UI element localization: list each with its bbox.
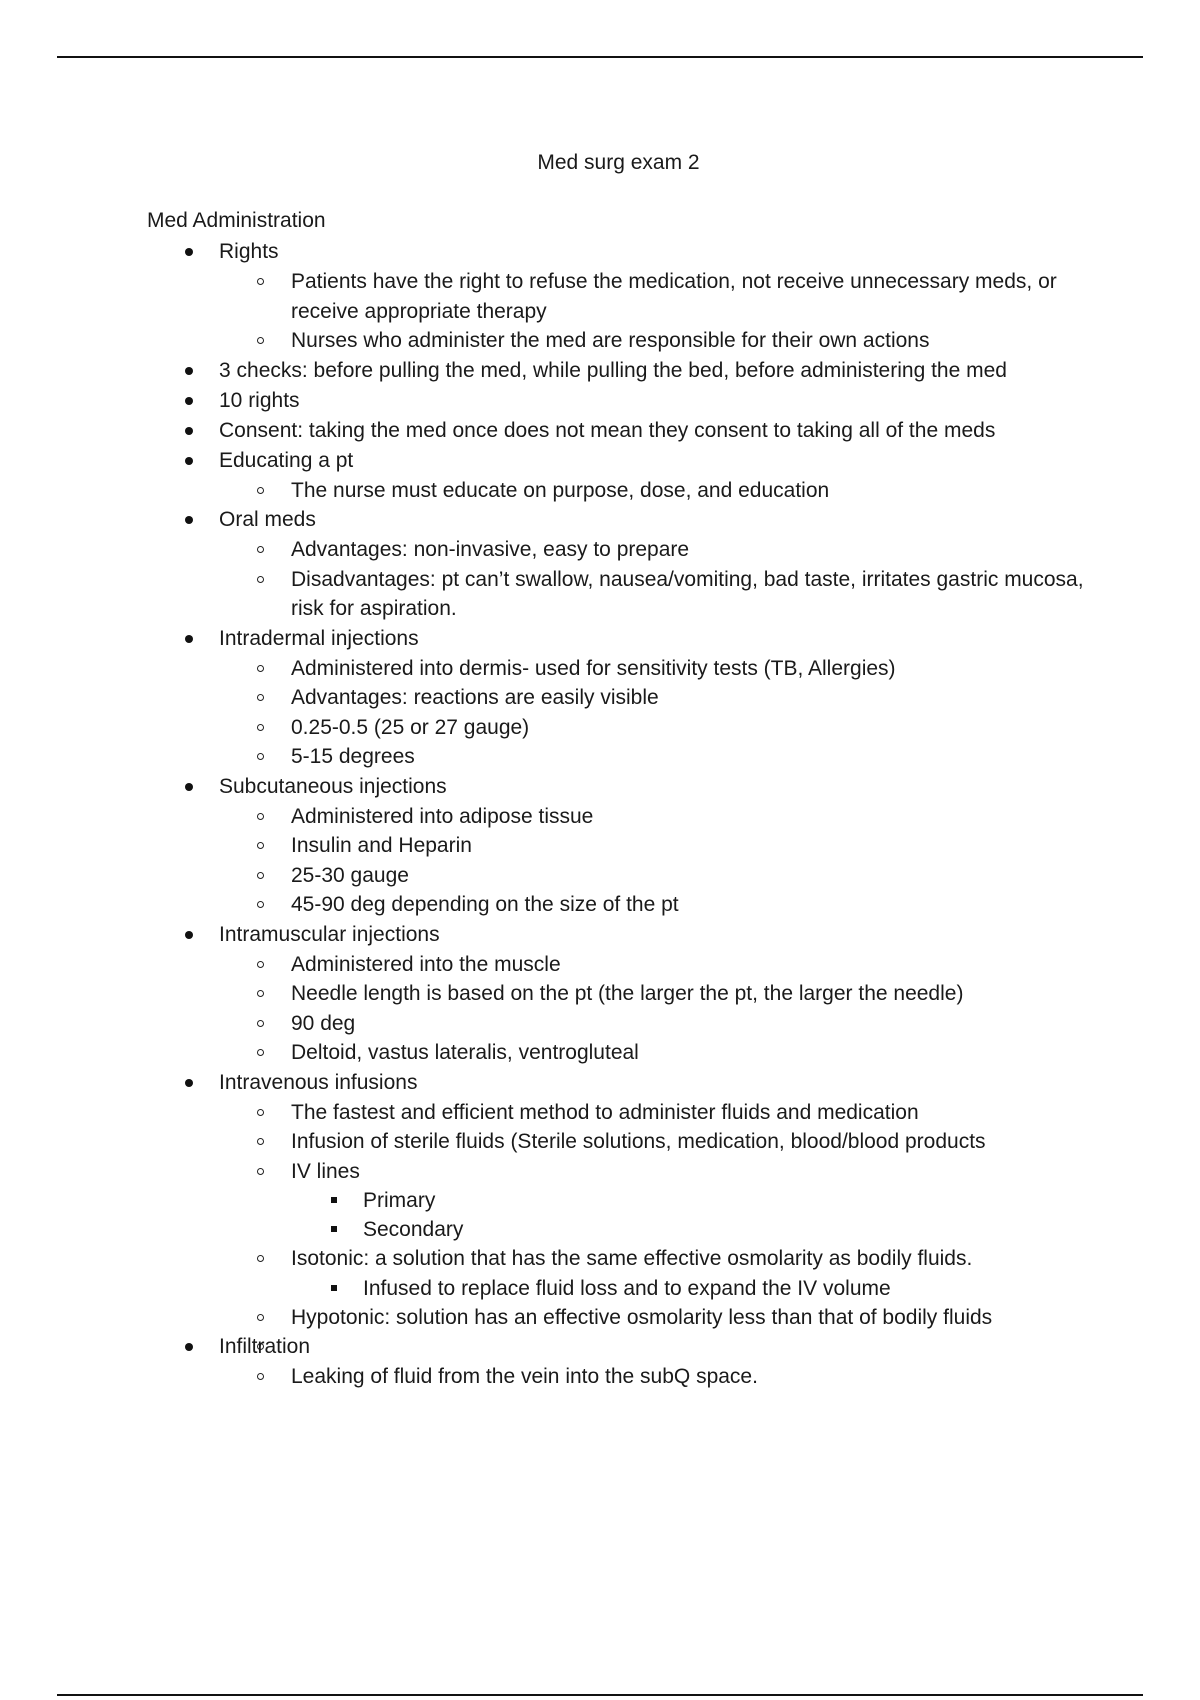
outline-subitem [219, 683, 1087, 713]
sublist [219, 1098, 1087, 1333]
outline-subitem [219, 1362, 1087, 1392]
sublist [291, 1274, 1087, 1303]
bullet-dot-icon [185, 457, 193, 465]
bullet-dot-icon [185, 367, 193, 375]
bullet-dot-icon [185, 1343, 193, 1351]
bullet-dot-icon [185, 635, 193, 643]
outline-subitem [219, 476, 1087, 506]
bullet-circle-icon [257, 337, 264, 344]
bullet-circle-icon [257, 1314, 264, 1321]
outline-subitem [219, 267, 1087, 326]
header-rule [57, 56, 1143, 58]
document-body [147, 206, 1087, 1392]
item-text: Primary [363, 1189, 436, 1212]
bullet-dot-icon [185, 783, 193, 791]
bullet-circle-icon [257, 1168, 264, 1175]
sublist [291, 1186, 1087, 1244]
item-text: Educating a pt [219, 448, 354, 472]
bullet-square-icon [331, 1226, 337, 1232]
bullet-circle-icon [257, 546, 264, 553]
bullet-circle-icon [257, 1373, 264, 1380]
bullet-circle-icon [257, 665, 264, 672]
outline-item [147, 624, 1087, 772]
bullet-circle-icon [257, 990, 264, 997]
bullet-circle-icon [257, 278, 264, 285]
item-text: Consent: taking the med once does not mean they consent to taking all of the meds [219, 418, 996, 442]
outline-subitem [219, 831, 1087, 861]
outline-item [147, 446, 1087, 506]
bullet-dot-icon [185, 427, 193, 435]
item-text: Administered into dermis- used for sensitivity tests (TB, Allergies) [291, 656, 896, 680]
outline-subitem [219, 861, 1087, 891]
item-text: Oral meds [219, 508, 316, 531]
item-text: Nurses who administer the med are responsible for their own actions [291, 329, 930, 352]
outline-subitem [219, 1009, 1087, 1039]
outline-item [147, 920, 1087, 1068]
outline-item [147, 1332, 1087, 1392]
document-title: Med surg exam 2 [537, 151, 700, 174]
outline-subsubitem [291, 1215, 1087, 1244]
bullet-circle-icon [257, 813, 264, 820]
outline-subitem [219, 565, 1087, 624]
outline-subitem [219, 1303, 1087, 1333]
item-text: 90 deg [291, 1011, 356, 1035]
item-text: Needle length is based on the pt (the larger the pt, the larger the needle) [291, 982, 964, 1005]
outline-item [147, 505, 1087, 624]
outline-item [147, 386, 1087, 416]
outline-item [147, 237, 1087, 356]
item-text: Infused to replace fluid loss and to expand the IV volume [363, 1276, 891, 1300]
sublist [219, 1362, 1087, 1392]
outline-subitem [219, 802, 1087, 832]
item-text: Patients have the right to refuse the medication, not receive unnecessary meds, or receive appropriate therapy [291, 270, 1057, 323]
item-text: Deltoid, vastus lateralis, ventrogluteal [291, 1041, 639, 1064]
bullet-dot-icon [185, 516, 193, 524]
item-text: The nurse must educate on purpose, dose, and education [291, 478, 830, 502]
outline-subsubitem [291, 1274, 1087, 1303]
item-text: Administered into the muscle [291, 952, 561, 976]
outline-item [147, 1068, 1087, 1333]
bullet-circle-icon [257, 1020, 264, 1027]
bullet-circle-icon [257, 1109, 264, 1116]
outline-subitem [219, 742, 1087, 772]
item-text: Intramuscular injections [219, 922, 440, 946]
section-heading: Med Administration [147, 209, 326, 232]
footer-rule [57, 1694, 1143, 1696]
sublist [219, 802, 1087, 920]
bullet-square-icon [331, 1197, 337, 1203]
item-text: The fastest and efficient method to administer fluids and medication [291, 1100, 919, 1124]
bullet-dot-icon [185, 397, 193, 405]
bullet-circle-icon [257, 694, 264, 701]
item-text: Leaking of fluid from the vein into the subQ space. [291, 1365, 758, 1388]
item-text: IV lines [291, 1159, 360, 1183]
bullet-circle-icon [257, 842, 264, 849]
item-text: Advantages: non-invasive, easy to prepare [291, 538, 690, 561]
bullet-square-icon [331, 1285, 337, 1291]
sublist [219, 950, 1087, 1068]
item-text: Infusion of sterile fluids (Sterile solutions, medication, blood/blood products [291, 1130, 986, 1153]
item-text: 0.25-0.5 (25 or 27 gauge) [291, 715, 530, 739]
outline-subitem [219, 1157, 1087, 1245]
item-text: 10 rights [219, 388, 300, 412]
outline-item [147, 416, 1087, 446]
bullet-circle-icon [257, 901, 264, 908]
item-text: Intradermal injections [219, 626, 419, 650]
item-text: 5-15 degrees [291, 745, 415, 768]
bullet-circle-icon [257, 872, 264, 879]
bullet-dot-icon [185, 248, 193, 256]
outline-subitem [219, 1098, 1087, 1128]
outline-item [147, 772, 1087, 920]
sublist [219, 654, 1087, 772]
sublist [219, 535, 1087, 624]
outline-subitem [219, 654, 1087, 684]
outline-subitem [219, 890, 1087, 920]
item-text: Insulin and Heparin [291, 834, 472, 857]
item-text: Intravenous infusions [219, 1070, 418, 1094]
item-text: 3 checks: before pulling the med, while pulling the bed, before administering the med [219, 358, 1007, 382]
item-text: Disadvantages: pt can’t swallow, nausea/vomiting, bad taste, irritates gastric mucosa, risk for aspiration. [291, 567, 1084, 620]
outline-subitem [219, 1244, 1087, 1303]
bullet-circle-icon [257, 753, 264, 760]
item-text: 25-30 gauge [291, 863, 409, 887]
bullet-circle-icon [257, 1138, 264, 1145]
item-text: Rights [219, 240, 279, 263]
bullet-dot-icon [185, 931, 193, 939]
bullet-circle-icon [257, 724, 264, 731]
item-text: Secondary [363, 1218, 464, 1241]
item-text: Subcutaneous injections [219, 774, 447, 798]
outline-subitem [219, 326, 1087, 356]
bullet-circle-icon [257, 961, 264, 968]
item-text: Advantages: reactions are easily visible [291, 686, 659, 709]
outline-item [147, 356, 1087, 386]
sublist [219, 267, 1087, 356]
item-text: 45-90 deg depending on the size of the pt [291, 893, 679, 916]
outline-subitem [219, 535, 1087, 565]
bullet-circle-icon [257, 1255, 264, 1262]
item-text: Hypotonic: solution has an effective osmolarity less than that of bodily fluids [291, 1305, 993, 1329]
bullet-circle-icon [257, 1049, 264, 1056]
item-text: Isotonic: a solution that has the same effective osmolarity as bodily fluids. [291, 1247, 973, 1270]
outline-subitem [219, 1127, 1087, 1157]
outline-subsubitem [291, 1186, 1087, 1215]
outline-subitem [219, 950, 1087, 980]
outline-subitem [219, 713, 1087, 743]
item-text: Infiltration [219, 1335, 311, 1358]
bullet-circle-icon [257, 487, 264, 494]
item-text: Administered into adipose tissue [291, 804, 594, 828]
outline-list [147, 237, 1087, 1392]
outline-subitem [219, 979, 1087, 1009]
bullet-dot-icon [185, 1079, 193, 1087]
sublist [219, 476, 1087, 506]
bullet-circle-icon [257, 576, 264, 583]
outline-subitem [219, 1038, 1087, 1068]
